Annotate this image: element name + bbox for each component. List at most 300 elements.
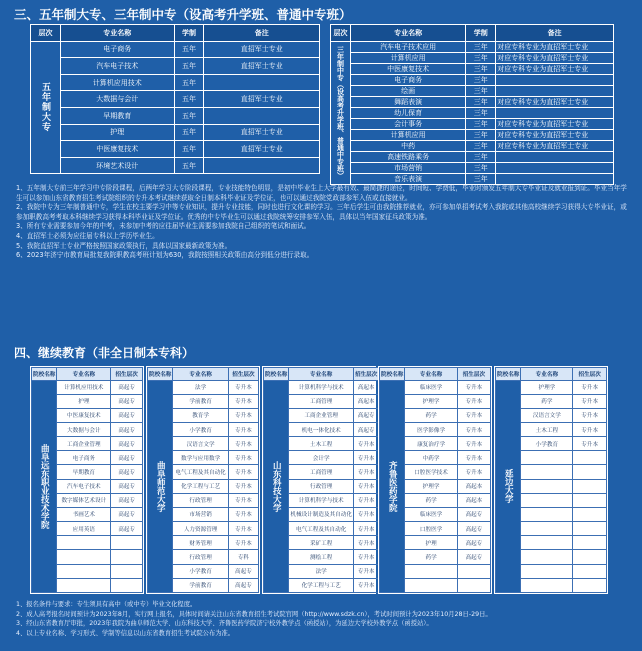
major-name: 计算机应用技术 [57, 380, 111, 394]
admission-level: 高起专 [353, 408, 378, 422]
note-item: 4、直招军士必须为应往届专科以上学历毕业生。 [16, 231, 159, 240]
remark: 直招军士专业 [204, 141, 320, 158]
major-name [521, 493, 573, 507]
table-row [380, 380, 491, 394]
note-item: 6、2023年济宁市教育局批复我院职教高考班计划为630，我院按照相关政策由高分到低分进行录取。 [16, 251, 314, 260]
admission-level: 专升本 [457, 422, 490, 436]
major-name: 绘画 [350, 85, 465, 96]
major-name: 数学与应用数学 [173, 451, 228, 465]
remark: 直招军士专业 [204, 91, 320, 108]
major-name: 汉语言文学 [521, 408, 573, 422]
note-item: 3、所有专业需要参加今年的中考，未参加中考的应往届毕业生需要参加我院自己组织的笔试和面试。 [16, 222, 311, 231]
major-name: 市场营销 [173, 507, 228, 521]
column-header: 专业名称 [173, 368, 228, 381]
admission-level: 高起本 [353, 380, 378, 394]
admission-level [573, 536, 607, 550]
duration: 三年 [466, 162, 496, 173]
admission-level: 专科 [228, 550, 258, 564]
section4-notes [16, 600, 628, 638]
major-name [57, 536, 111, 550]
table-row [264, 380, 379, 394]
major-name: 工商企业管理 [289, 408, 354, 422]
school-table [263, 367, 379, 593]
remark [496, 162, 614, 173]
admission-level: 专升本 [228, 394, 258, 408]
admission-level: 专升本 [228, 408, 258, 422]
major-name: 应用英语 [57, 522, 111, 536]
header-row [264, 368, 379, 381]
major-name: 测绘工程 [289, 550, 354, 564]
school-block [262, 366, 376, 594]
header-major: 专业名称 [60, 25, 174, 42]
admission-level: 专升本 [353, 465, 378, 479]
school-name: 曲阜师范大学 [155, 460, 166, 512]
admission-level: 专升本 [228, 522, 258, 536]
header-remark: 备注 [496, 25, 614, 42]
section4-title: 四、继续教育（非全日制本专科） [14, 346, 195, 360]
admission-level: 高起本 [457, 479, 490, 493]
level-label: 三年制中专（设高考升学班、普通中专班） [336, 46, 345, 180]
duration: 三年 [466, 96, 496, 107]
major-name: 中药 [350, 140, 465, 151]
major-name: 工商管理 [289, 394, 354, 408]
remark: 对应专科专业为直招军士专业 [496, 118, 614, 129]
admission-level: 高起专 [457, 536, 490, 550]
column-header: 院校名称 [32, 368, 57, 381]
major-name: 汽车电子技术应用 [350, 41, 465, 52]
major-name: 计算机应用技术 [60, 74, 174, 91]
admission-level [111, 564, 143, 578]
school-name: 齐鲁医药学院 [387, 460, 398, 512]
remark: 对应专科专业为直招军士专业 [496, 52, 614, 63]
header-row [380, 368, 491, 381]
major-name: 音乐表演 [350, 173, 465, 184]
remark: 对应专科专业为直招军士专业 [496, 41, 614, 52]
column-header: 招生层次 [457, 368, 490, 381]
major-name: 幼儿保育 [350, 107, 465, 118]
admission-level: 高起专 [111, 479, 143, 493]
admission-level: 专升本 [573, 437, 607, 451]
remark [496, 107, 614, 118]
column-header: 院校名称 [264, 368, 289, 381]
remark: 直招军士专业 [204, 124, 320, 141]
note-item: 1、五年制大专前三年学习中专阶段课程，后两年学习大专阶段课程，专业技能特色明显，是初中毕业生上大学最有效、最简捷的途径，时间短、学费低，毕业时颁发五年制大专毕业证及就业报到证。毕业当年学生可以参加山东省教育招生考试院组织的专升本考试继续获取全日制本科毕业证及学位证，也可以通过我院党政部参军入伍或直接就业。 [16, 184, 627, 202]
major-name: 土木工程 [289, 437, 354, 451]
major-name: 计算机科学与技术 [289, 380, 354, 394]
three-year-table [330, 24, 614, 185]
major-name: 医学影像学 [405, 422, 457, 436]
major-name: 机电一体化技术 [289, 422, 354, 436]
header-duration: 学制 [466, 25, 496, 42]
major-name: 早期教育 [57, 465, 111, 479]
table-row [331, 173, 614, 184]
major-name: 市场营销 [350, 162, 465, 173]
table-row [148, 380, 259, 394]
table-row [32, 380, 143, 394]
admission-level: 高起专 [111, 380, 143, 394]
admission-level: 专升本 [228, 451, 258, 465]
major-name: 护理 [57, 394, 111, 408]
table-row [331, 140, 614, 151]
major-name: 大数据与会计 [57, 422, 111, 436]
major-name [57, 550, 111, 564]
school-table [31, 367, 143, 593]
major-name [521, 465, 573, 479]
admission-level: 专升本 [353, 507, 378, 521]
major-name: 行政管理 [173, 550, 228, 564]
table-row [496, 380, 607, 394]
duration: 五年 [174, 74, 204, 91]
duration: 三年 [466, 151, 496, 162]
admission-level: 专升本 [457, 437, 490, 451]
duration: 三年 [466, 63, 496, 74]
major-name: 药学 [405, 550, 457, 564]
major-name: 中医康复技术 [350, 63, 465, 74]
table-row [31, 41, 320, 58]
major-name: 电气工程及其自动化 [289, 522, 354, 536]
major-name: 中药学 [405, 451, 457, 465]
remark [496, 151, 614, 162]
admission-level [573, 451, 607, 465]
admission-level: 高起专 [111, 451, 143, 465]
major-name: 电气工程及其自动化 [173, 465, 228, 479]
admission-level: 高起专 [228, 564, 258, 578]
major-name: 行政管理 [289, 479, 354, 493]
column-header: 专业名称 [57, 368, 111, 381]
major-name: 护理学 [405, 479, 457, 493]
admission-level: 专升本 [457, 465, 490, 479]
column-header: 招生层次 [573, 368, 607, 381]
admission-level: 专升本 [353, 437, 378, 451]
table-row [331, 118, 614, 129]
admission-level [573, 507, 607, 521]
admission-level: 高起专 [457, 550, 490, 564]
header-row [496, 368, 607, 381]
major-name: 口腔医学 [405, 522, 457, 536]
major-name: 计算机科学与技术 [289, 493, 354, 507]
duration: 五年 [174, 141, 204, 158]
major-name: 行政管理 [173, 493, 228, 507]
admission-level: 高起本 [457, 493, 490, 507]
duration: 三年 [466, 107, 496, 118]
major-name: 汽车电子技术 [60, 58, 174, 75]
note-item: 1、报名条件与要求：专生须具有高中（或中专）毕业文化程度。 [16, 601, 197, 608]
major-name: 中医康复技术 [57, 408, 111, 422]
admission-level: 高起专 [111, 394, 143, 408]
admission-level: 专升本 [457, 408, 490, 422]
note-item: 2、成人高考报名时间预计为2023年8月，实行网上报名，具体时间请关注山东省教育招生考试院官网（http://www.sdzk.cn），考试时间预计为2023年10月28日-29日。 [16, 610, 492, 618]
header-level: 层次 [31, 25, 61, 42]
admission-level [111, 536, 143, 550]
major-name: 汉语言文学 [173, 437, 228, 451]
major-name: 化学工程与工艺 [173, 479, 228, 493]
duration: 三年 [466, 52, 496, 63]
school-block [494, 366, 608, 594]
admission-level: 专升本 [228, 536, 258, 550]
major-name: 工商管理 [289, 465, 354, 479]
major-name: 舞蹈表演 [350, 96, 465, 107]
table-row [331, 151, 614, 162]
duration: 三年 [466, 118, 496, 129]
header-row [148, 368, 259, 381]
major-name [521, 522, 573, 536]
remark: 直招军士专业 [204, 41, 320, 58]
major-name: 小学教育 [173, 422, 228, 436]
admission-level [573, 522, 607, 536]
table-row [331, 63, 614, 74]
duration: 三年 [466, 85, 496, 96]
major-name [521, 564, 573, 578]
major-name: 机械设计制造及其自动化 [289, 507, 354, 521]
duration: 五年 [174, 157, 204, 174]
level-cell [31, 41, 61, 174]
major-name: 人力资源管理 [173, 522, 228, 536]
admission-level: 高起专 [353, 422, 378, 436]
major-name: 小学教育 [521, 437, 573, 451]
table-row [31, 141, 320, 158]
admission-level: 专升本 [457, 451, 490, 465]
major-name [405, 578, 457, 592]
major-name [521, 479, 573, 493]
admission-level: 高起专 [111, 507, 143, 521]
admission-level: 专升本 [573, 422, 607, 436]
admission-level [573, 578, 607, 592]
major-name: 临床医学 [405, 507, 457, 521]
admission-level [457, 578, 490, 592]
duration: 五年 [174, 91, 204, 108]
column-header: 专业名称 [405, 368, 457, 381]
admission-level: 专升本 [353, 451, 378, 465]
admission-level: 专升本 [353, 522, 378, 536]
school-name: 曲阜远东职业技术学院 [39, 443, 50, 529]
admission-level: 专升本 [228, 380, 258, 394]
remark [496, 85, 614, 96]
note-item: 4、以上专业名称、学习形式、学制等信息以山东省教育招生考试院公布为准。 [16, 629, 235, 637]
admission-level: 专升本 [573, 394, 607, 408]
remark [496, 173, 614, 184]
school-name-cell [264, 380, 289, 593]
admission-level [111, 578, 143, 592]
admission-level: 专升本 [228, 507, 258, 521]
column-header: 招生层次 [353, 368, 378, 381]
duration: 三年 [466, 173, 496, 184]
major-name: 化学工程与工艺 [289, 578, 354, 592]
duration: 三年 [466, 129, 496, 140]
admission-level [573, 550, 607, 564]
five-year-table [30, 24, 320, 174]
column-header: 招生层次 [111, 368, 143, 381]
note-item: 5、我院直招军士专业严格按照国家政策执行，具体以国家最新政策为准。 [16, 241, 232, 250]
header-major: 专业名称 [350, 25, 465, 42]
column-header: 专业名称 [521, 368, 573, 381]
admission-level: 高起本 [353, 394, 378, 408]
admission-level: 专升本 [573, 380, 607, 394]
major-name: 电子商务 [57, 451, 111, 465]
admission-level [573, 564, 607, 578]
admission-level: 高起专 [111, 408, 143, 422]
column-header: 院校名称 [496, 368, 521, 381]
table-row [31, 58, 320, 75]
major-name: 口腔医学技术 [405, 465, 457, 479]
column-header: 院校名称 [380, 368, 405, 381]
header-remark: 备注 [204, 25, 320, 42]
section3-title: 三、五年制大专、三年制中专（设高考升学班、普通中专班） [14, 7, 352, 22]
header-duration: 学制 [174, 25, 204, 42]
table-row [31, 124, 320, 141]
table-row [331, 129, 614, 140]
admission-level: 专升本 [353, 550, 378, 564]
admission-level: 专升本 [228, 437, 258, 451]
column-header: 院校名称 [148, 368, 173, 381]
admission-level: 高起专 [111, 465, 143, 479]
remark: 直招军士专业 [204, 58, 320, 75]
school-name: 延边大学 [503, 469, 514, 504]
school-name-cell [32, 380, 57, 593]
major-name: 教育学 [173, 408, 228, 422]
major-name: 临床医学 [405, 380, 457, 394]
remark [496, 74, 614, 85]
major-name: 药学 [405, 493, 457, 507]
school-name-cell [380, 380, 405, 593]
admission-level: 专升本 [457, 380, 490, 394]
admission-level: 专升本 [457, 394, 490, 408]
section3-notes [16, 184, 628, 261]
table-row [331, 41, 614, 52]
major-name: 高速铁路乘务 [350, 151, 465, 162]
major-name: 中医康复技术 [60, 141, 174, 158]
admission-level: 高起专 [457, 507, 490, 521]
remark: 对应专科专业为直招军士专业 [496, 96, 614, 107]
major-name: 法学 [289, 564, 354, 578]
major-name: 康复治疗学 [405, 437, 457, 451]
admission-level: 专升本 [228, 493, 258, 507]
school-table [379, 367, 491, 593]
major-name: 数字媒体艺术设计 [57, 493, 111, 507]
column-header: 专业名称 [289, 368, 354, 381]
duration: 三年 [466, 140, 496, 151]
admission-level [111, 550, 143, 564]
major-name: 学前教育 [173, 578, 228, 592]
level-cell [331, 41, 351, 184]
admission-level [573, 465, 607, 479]
major-name: 护理学 [405, 394, 457, 408]
major-name: 会计事务 [350, 118, 465, 129]
remark: 对应专科专业为直招军士专业 [496, 63, 614, 74]
school-block [146, 366, 260, 594]
school-block [378, 366, 492, 594]
admission-level: 专升本 [353, 479, 378, 493]
header-level: 层次 [331, 25, 351, 42]
major-name: 药学 [405, 408, 457, 422]
admission-level: 高起专 [111, 522, 143, 536]
admission-level: 专升本 [353, 578, 378, 592]
table-row [331, 162, 614, 173]
major-name: 电子商务 [60, 41, 174, 58]
major-name [521, 578, 573, 592]
major-name [521, 507, 573, 521]
admission-level: 高起专 [228, 578, 258, 592]
table-row [331, 85, 614, 96]
note-item: 2、我院中专为三年制普通中专，学生在校主要学习中等专业知识，提升专业技能，同时也进行文化课的学习。三年后学生可由我院推荐就业，亦可参加单招考试考入我院或其他高校继续学习获得大专毕业证，或参加职教高考考取本科继续学习获得本科毕业证及学位证。优秀的中专毕业生可以通过我院统筹安排参军入伍，具体以当年国家征兵政策为准。 [16, 203, 627, 221]
admission-level: 高起专 [111, 437, 143, 451]
table-row [331, 107, 614, 118]
level-label: 五年制大专 [39, 82, 50, 133]
admission-level: 专升本 [353, 536, 378, 550]
major-name: 护理学 [521, 380, 573, 394]
major-name: 财务管理 [173, 536, 228, 550]
major-name: 小学教育 [173, 564, 228, 578]
admission-level: 专升本 [228, 422, 258, 436]
remark [204, 74, 320, 91]
duration: 五年 [174, 124, 204, 141]
admission-level: 专升本 [228, 479, 258, 493]
duration: 三年 [466, 41, 496, 52]
column-header: 招生层次 [228, 368, 258, 381]
major-name: 环境艺术设计 [60, 157, 174, 174]
major-name: 工商企业管理 [57, 437, 111, 451]
major-name: 土木工程 [521, 422, 573, 436]
school-name-cell [496, 380, 521, 593]
table-row [331, 96, 614, 107]
admission-level [573, 493, 607, 507]
major-name: 会计学 [289, 451, 354, 465]
major-name: 计算机应用 [350, 129, 465, 140]
duration: 三年 [466, 74, 496, 85]
school-table [147, 367, 259, 593]
major-name: 汽车电子技术 [57, 479, 111, 493]
table-row [331, 52, 614, 63]
admission-level: 专升本 [228, 465, 258, 479]
header-row [32, 368, 143, 381]
major-name: 书画艺术 [57, 507, 111, 521]
major-name: 采矿工程 [289, 536, 354, 550]
school-name-cell [148, 380, 173, 593]
admission-level [457, 564, 490, 578]
duration: 五年 [174, 41, 204, 58]
major-name: 护理 [60, 124, 174, 141]
major-name [57, 578, 111, 592]
major-name [405, 564, 457, 578]
table-row [31, 157, 320, 174]
major-name [57, 564, 111, 578]
major-name: 药学 [521, 394, 573, 408]
table-row [31, 91, 320, 108]
admission-level: 专升本 [353, 564, 378, 578]
admission-level: 高起专 [111, 493, 143, 507]
major-name [521, 451, 573, 465]
major-name: 法学 [173, 380, 228, 394]
admission-level [573, 479, 607, 493]
major-name: 计算机应用 [350, 52, 465, 63]
major-name: 早期教育 [60, 107, 174, 124]
table-row [331, 74, 614, 85]
remark [204, 157, 320, 174]
major-name [521, 536, 573, 550]
admission-level: 高起专 [111, 422, 143, 436]
remark [204, 107, 320, 124]
major-name [521, 550, 573, 564]
remark: 对应专科专业为直招军士专业 [496, 129, 614, 140]
duration: 五年 [174, 107, 204, 124]
duration: 五年 [174, 58, 204, 75]
major-name: 护理 [405, 536, 457, 550]
table-row [31, 107, 320, 124]
major-name: 学前教育 [173, 394, 228, 408]
remark: 对应专科专业为直招军士专业 [496, 140, 614, 151]
admission-level: 高起专 [457, 522, 490, 536]
major-name: 大数据与会计 [60, 91, 174, 108]
major-name: 电子商务 [350, 74, 465, 85]
